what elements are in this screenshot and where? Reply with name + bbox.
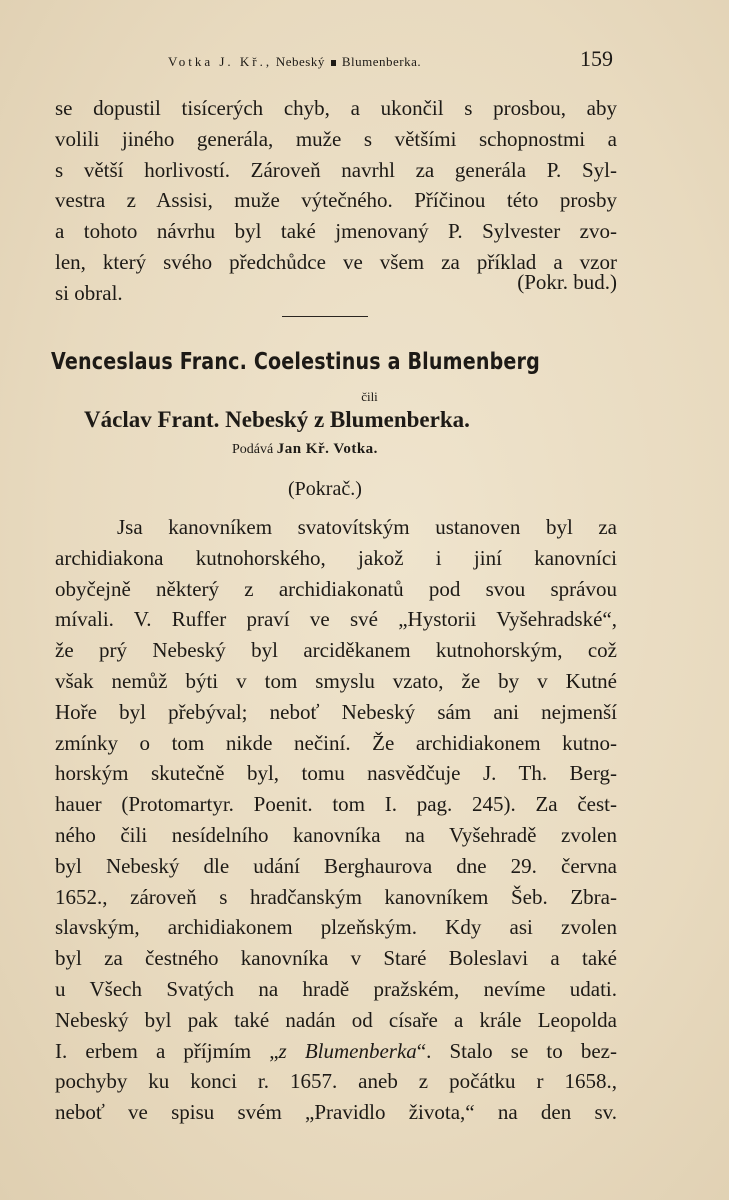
article-title-latin: Venceslaus Franc. Coelestinus a Blumenberg [51,349,540,375]
text-line [55,1036,617,1067]
text-line: byl za čestného kanovníka v Staré Boleslavi a také [55,946,617,971]
text-line: volili jiného generála, muže s většími schopnostmi a [55,126,617,151]
text-segment: “. Stalo se to bez- [416,1038,617,1063]
text-line: ného čili nesídelního kanovníka na Vyšehradě zvolen [55,822,617,847]
text-line: však nemůž býti v tom smyslu vzato, že by v Kutné [55,668,617,693]
separator-square-icon [331,60,336,66]
article-body [55,512,617,1128]
byline-prefix: Podává [232,442,274,457]
article-title-czech: Václav Frant. Nebeský z Blumenberka. [84,407,470,432]
section-divider [282,316,368,317]
text-line: Hoře byl přebýval; neboť Nebeský sám ani nejmenší [55,699,617,724]
text-line: a tohoto návrhu byl také jmenovaný P. Sylvester zvo- [55,219,617,244]
text-line: vestra z Assisi, muže výtečného. Příčinou této prosby [55,188,617,213]
text-line: mívali. V. Ruffer praví ve své „Hystorii Vyšehradské“, [55,607,617,632]
byline-author: Jan Kř. Votka. [276,441,378,457]
text-line: horským skutečně byl, tomu nasvědčuje J. Th. Berg- [55,761,617,786]
continuation-label: (Pokrač.) [288,478,362,500]
running-head-author: Votka J. Kř., [168,54,273,69]
text-line: 1652., zároveň s hradčanským kanovníkem Šeb. Zbra- [55,884,617,909]
text-line: se dopustil tisícerých chyb, a ukončil s prosbou, aby [55,96,617,120]
running-head-subject: Blumenberka. [341,54,422,69]
page-number: 159 [580,46,613,71]
text-line: Nebeský byl pak také nadán od císaře a krále Leopolda [55,1007,617,1032]
to-be-continued-note: (Pokr. bud.) [517,270,617,294]
running-head [168,54,421,70]
text-line: si obral. [55,280,123,305]
text-line: archidiakona kutnohorského, jakož i jiní kanovníci [55,545,617,570]
text-line: len, který svého předchůdce ve všem za příklad a vzor [55,249,617,274]
running-head-title: Nebeský [275,54,325,69]
text-line: zmínky o tom nikde nečiní. Že archidiakonem kutno- [55,730,617,755]
text-line: neboť ve spisu svém „Pravidlo života,“ na den sv. [55,1100,617,1125]
text-line: hauer (Protomartyr. Poenit. tom I. pag. 245). Za čest- [55,792,617,817]
title-conjunction: čili [361,389,378,404]
text-line: u Všech Svatých na hradě pražském, nevíme udati. [55,976,617,1001]
text-line: slavským, archidiakonem plzeňským. Kdy asi zvolen [55,915,617,940]
text-segment: I. erbem a příjmím „ [55,1038,279,1063]
italic-name: z Blumenberka [278,1038,417,1063]
text-line: že prý Nebeský byl arciděkanem kutnohorským, což [55,638,617,663]
text-line: s větší horlivostí. Zároveň navrhl za generála P. Syl- [55,157,617,182]
text-line: Jsa kanovníkem svatovítským ustanoven byl za [117,515,617,539]
text-line: obyčejně některý z archidiakonatů pod svou správou [55,576,617,601]
text-line: byl Nebeský dle udání Berghaurova dne 29. června [55,853,617,878]
byline [232,441,378,458]
text-line: pochyby ku konci r. 1657. aneb z počátku r 1658., [55,1069,617,1094]
